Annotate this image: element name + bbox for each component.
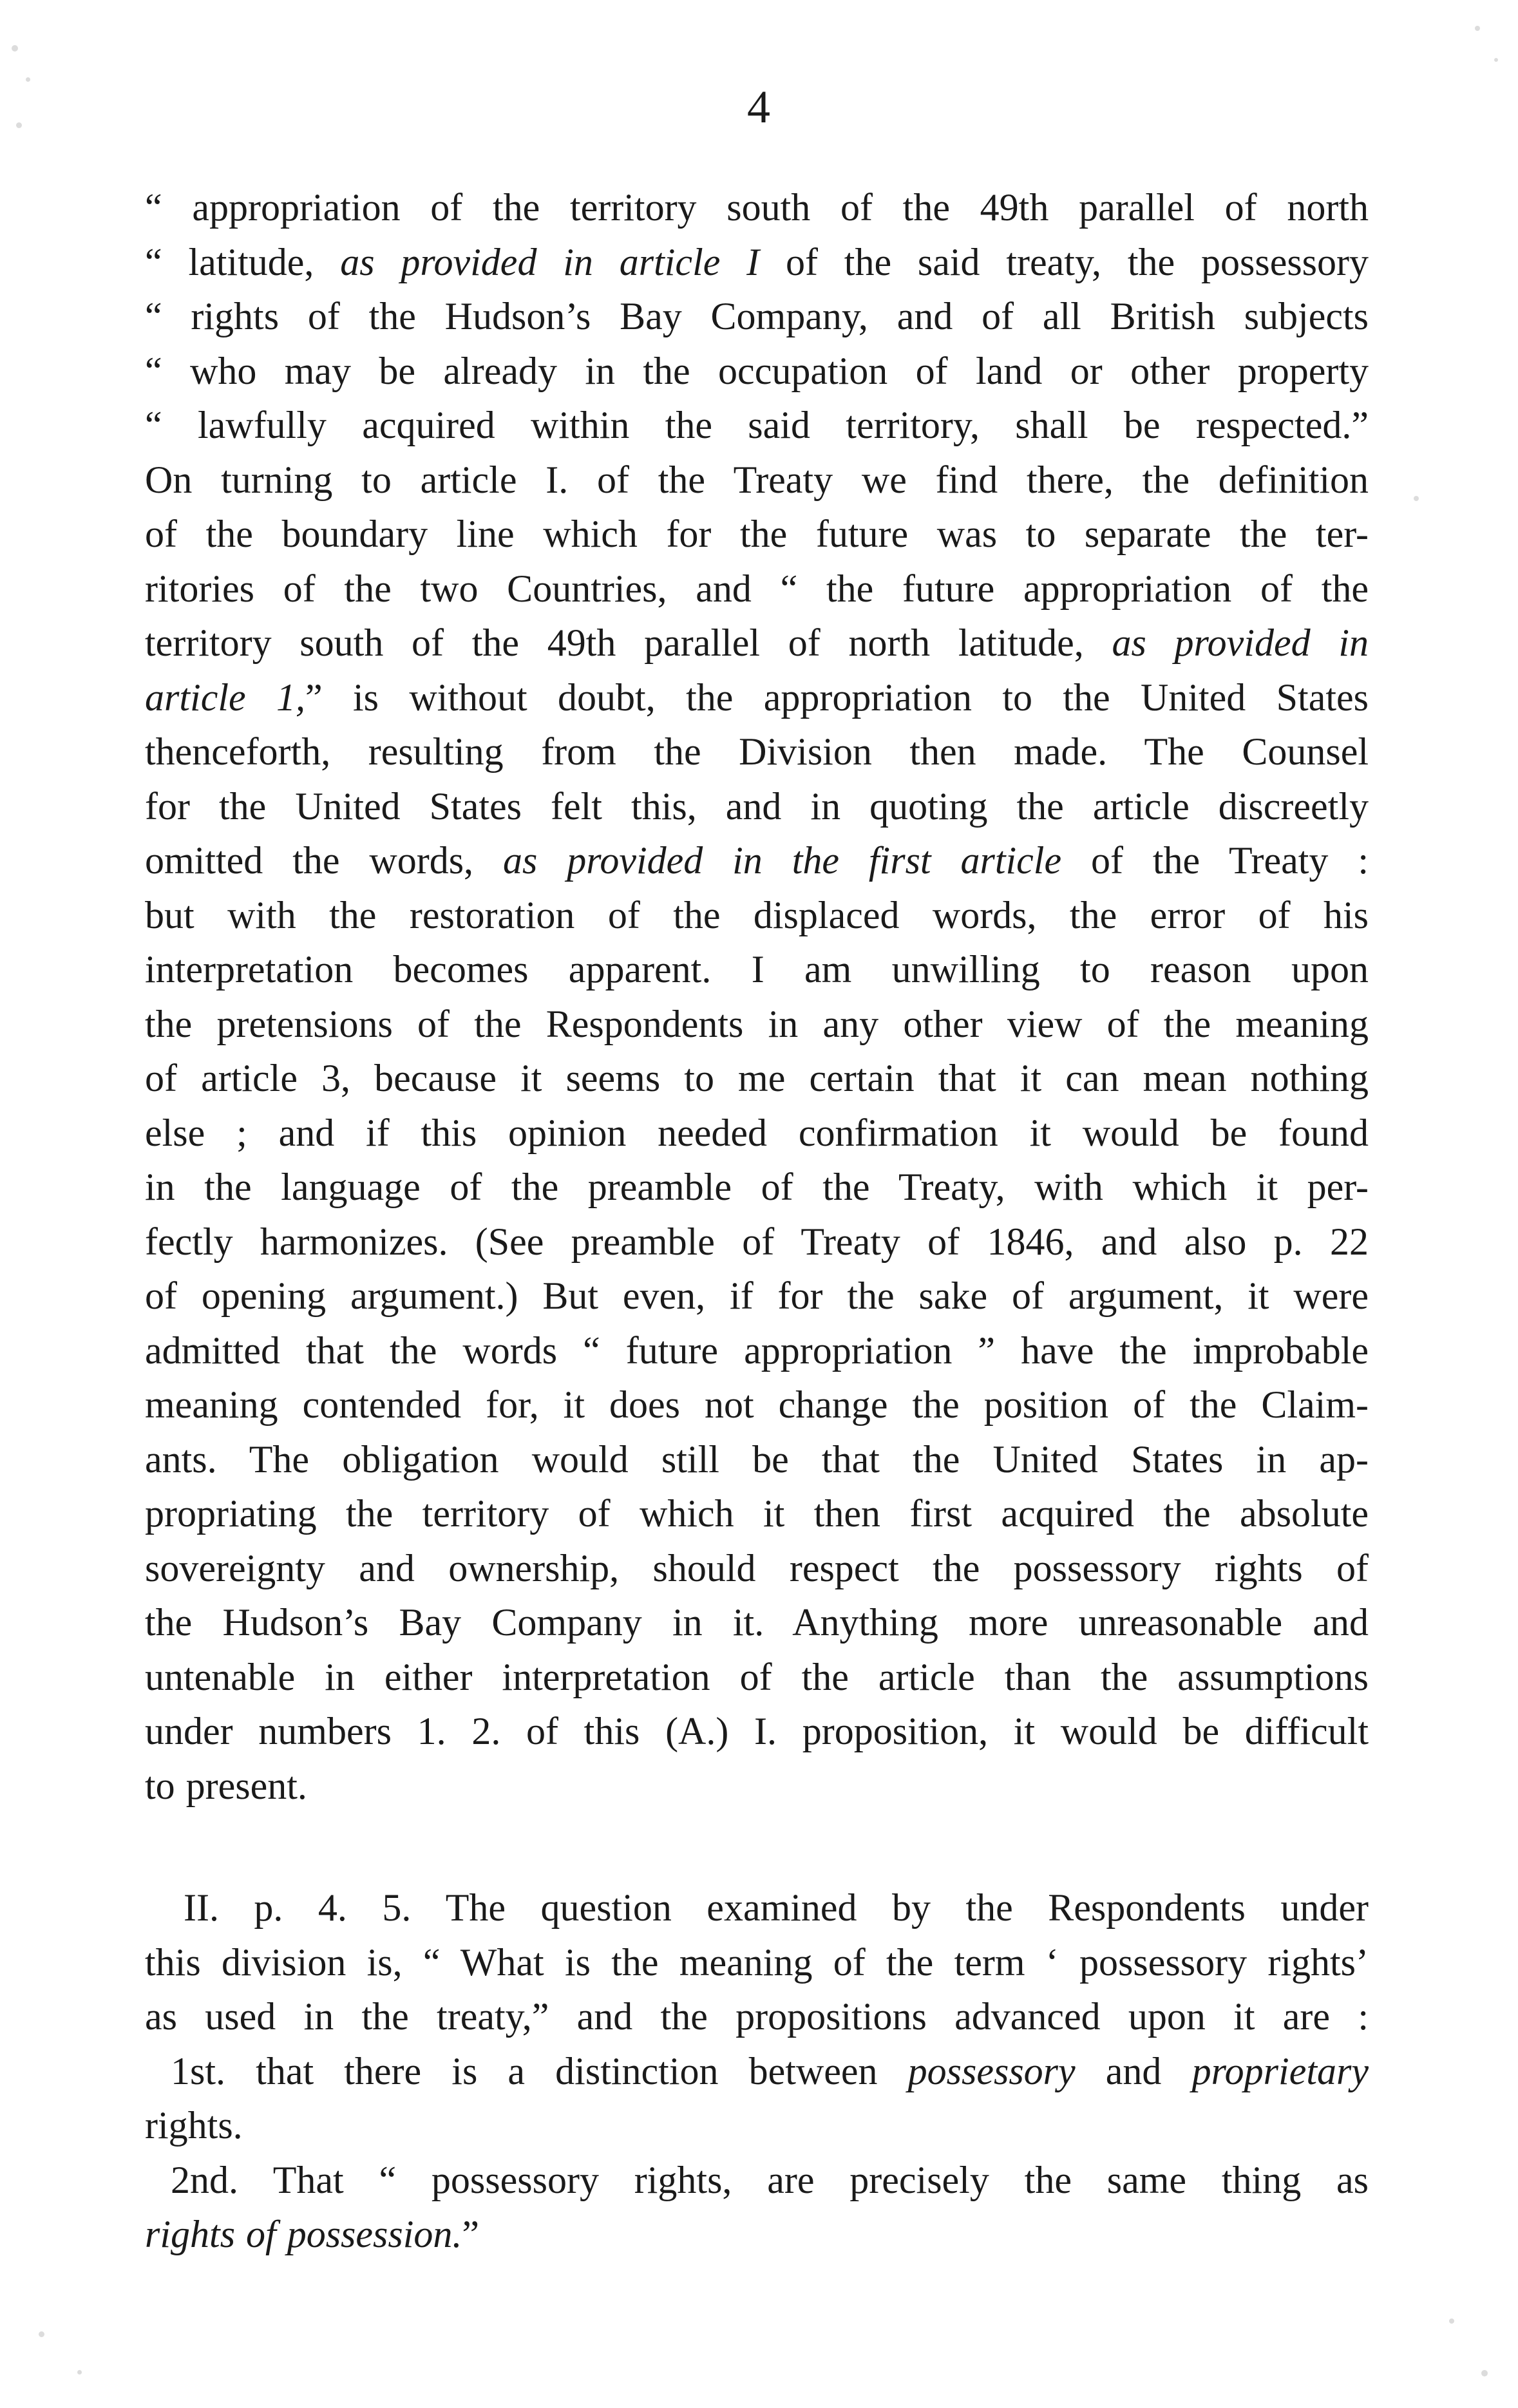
text-line: “ who may be already in the occupation of land or other property <box>145 349 1369 392</box>
scan-speckle <box>77 2370 82 2375</box>
text-line: as used in the treaty,” and the propositions advanced upon it are : <box>145 1995 1369 2038</box>
text-line: of article 3, because it seems to me certain that it can mean nothing <box>145 1057 1369 1099</box>
text-line: rights of possession.” <box>145 2213 480 2255</box>
text-line: ants. The obligation would still be that the United States in ap- <box>145 1437 1369 1481</box>
italic-phrase: as provided in <box>1112 621 1369 664</box>
text-line: “ lawfully acquired within the said territory, shall be respected.” <box>145 404 1369 446</box>
scan-speckle <box>26 77 30 82</box>
italic-phrase: as provided in the first article <box>502 839 1062 882</box>
scan-speckle <box>1481 2370 1488 2376</box>
text-line: under numbers 1. 2. of this (A.) I. proposition, it would be difficult <box>145 1710 1369 1752</box>
italic-phrase: article 1, <box>145 676 305 719</box>
text-line: On turning to article I. of the Treaty we find there, the definition <box>145 458 1369 501</box>
text-line: this division is, “ What is the meaning of the term ‘ possessory rights’ <box>145 1940 1369 1984</box>
text-line: “ latitude, as provided in article I of the said treaty, the possessory <box>145 240 1369 283</box>
italic-phrase: rights of possession. <box>145 2213 462 2255</box>
text-line: 1st. that there is a distinction between possessory and proprietary <box>171 2049 1369 2092</box>
text-line: territory south of the 49th parallel of north latitude, as provided in <box>145 621 1369 664</box>
paragraph-possessory-rights <box>145 1881 1369 2262</box>
text-line: rights. <box>145 2104 243 2147</box>
text-line: propriating the territory of which it then first acquired the absolute <box>145 1492 1369 1535</box>
scan-speckle <box>39 2331 44 2337</box>
text-line: ritories of the two Countries, and “ the future appropriation of the <box>145 567 1369 610</box>
text-line: “ rights of the Hudson’s Bay Company, and of all British subjects <box>145 295 1369 337</box>
italic-word: possessory <box>907 2049 1076 2092</box>
text-line: of opening argument.) But even, if for the sake of argument, it were <box>145 1275 1369 1317</box>
text-line: in the language of the preamble of the Treaty, with which it per- <box>145 1166 1369 1208</box>
text-line: meaning contended for, it does not change the position of the Claim- <box>145 1383 1369 1426</box>
text-line: to present. <box>145 1764 307 1807</box>
scan-speckle <box>12 45 18 52</box>
text-line: sovereignty and ownership, should respect the possessory rights of <box>145 1546 1369 1589</box>
paragraph-treaty-argument <box>145 180 1369 1813</box>
text-line: “ appropriation of the territory south of the 49th parallel of north <box>145 186 1369 229</box>
text-line: interpretation becomes apparent. I am unwilling to reason upon <box>145 948 1369 991</box>
italic-phrase: as provided in article I <box>340 240 760 283</box>
text-line: of the boundary line which for the future was to separate the ter- <box>145 513 1369 555</box>
text-line: thenceforth, resulting from the Division then made. The Counsel <box>145 730 1369 773</box>
scan-speckle <box>16 122 22 128</box>
text-line: the pretensions of the Respondents in any other view of the meaning <box>145 1002 1369 1045</box>
page-number: 4 <box>747 81 770 133</box>
text-line: II. p. 4. 5. The question examined by the Respondents under <box>184 1886 1369 1929</box>
text-line: fectly harmonizes. (See preamble of Treaty of 1846, and also p. 22 <box>145 1220 1369 1263</box>
scan-speckle <box>1449 2318 1454 2324</box>
text-line: admitted that the words “ future appropriation ” have the improbable <box>145 1329 1369 1372</box>
text-line: omitted the words, as provided in the first article of the Treaty : <box>145 839 1369 882</box>
text-line: the Hudson’s Bay Company in it. Anything more unreasonable and <box>145 1601 1369 1644</box>
text-line: untenable in either interpretation of the article than the assumptions <box>145 1655 1369 1698</box>
scan-speckle <box>1494 58 1498 62</box>
italic-word: proprietary <box>1191 2049 1369 2092</box>
text-line: for the United States felt this, and in quoting the article discreetly <box>145 784 1369 828</box>
scan-speckle <box>1475 26 1480 31</box>
text-line: 2nd. That “ possessory rights, are precisely the same thing as <box>171 2158 1369 2201</box>
text-line: article 1,” is without doubt, the appropriation to the United States <box>145 676 1369 719</box>
scan-speckle <box>1414 496 1419 501</box>
text-line: but with the restoration of the displaced words, the error of his <box>145 893 1369 936</box>
text-line: else ; and if this opinion needed confirmation it would be found <box>145 1111 1369 1154</box>
